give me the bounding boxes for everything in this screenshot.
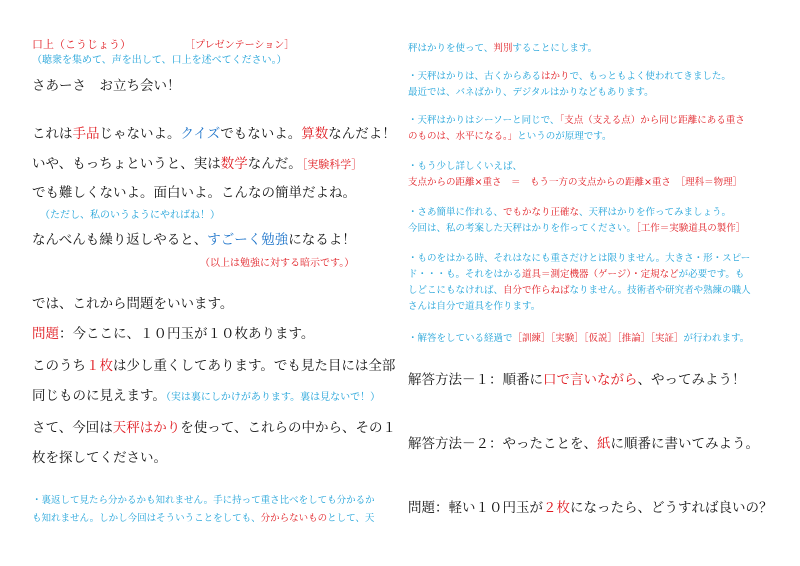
problem-label: 問題 — [32, 326, 59, 342]
r-line-11: ド・・・も。それをはかる道具＝測定機器（ゲージ）・定規などが必要です。も — [408, 269, 745, 280]
keyword-study: すごーく勉強 — [207, 232, 289, 248]
r-line-8: ・さあ簡単に作れる、でもかなり正確な、天秤はかりを作ってみましょう。 — [408, 207, 732, 218]
tag-experimental-science: ［実験科学］ — [301, 158, 363, 171]
tag-craft: ［工作＝実験道具の製作］ — [636, 223, 746, 234]
keyword-accurate: でもかなり正確な — [503, 207, 580, 218]
keyword-paper: 紙 — [597, 436, 611, 452]
r-line-1: 秤はかりを使って、判別することにします。 — [408, 43, 598, 54]
heading-line — [32, 36, 294, 52]
r-line-12: しどこにもなければ、自分で作らねばなりません。技術者や研究者や熟練の職人 — [408, 285, 751, 296]
keyword-gauge: 道具＝測定機器（ゲージ） — [522, 269, 632, 280]
text-line-6: では、これから問題をいいます。 — [32, 296, 234, 312]
method-1: 解答方法－１：順番に口で言いながら、やってみよう！ — [408, 372, 746, 388]
r-line-9: 今回は、私の考案した天秤はかりを作ってください。［工作＝実験道具の製作］ — [408, 223, 746, 234]
section-tag: ［プレゼンテーション］ — [185, 40, 295, 51]
aside-note-2: （以上は勉強に対する暗示です。） — [200, 258, 355, 269]
text-line-1: さあーさ お立ち会い！ — [32, 78, 181, 94]
principle-text-a: 「支点（支える点）から同じ距離にある重さ — [559, 115, 745, 126]
text-line-7: このうち１枚は少し重くしてあります。でも見た目には全部 — [32, 358, 396, 374]
sub-note: （聴衆を集めて、声を出して、口上を述べてください。） — [32, 55, 287, 66]
keyword-quiz: クイズ — [180, 126, 221, 142]
r-line-5: のものは、水平になる。」というのが原理です。 — [408, 131, 612, 142]
r-line-10: ・ものをはかる時、それはなにも重さだけとは限りません。大きさ・形・スピー — [408, 253, 751, 264]
bullet-note-1: ・裏返して見たら分かるかも知れません。手に持って重さ比べをしても分かるか — [32, 495, 375, 506]
keyword-math: 数学 — [220, 156, 248, 172]
keyword-magic: 手品 — [72, 126, 100, 142]
keyword-scale: はかり — [541, 71, 570, 82]
bullet-note-2: も知れません。しかし今回はそういうことをしても、分からないものとして、天 — [32, 513, 375, 524]
keyword-two-coins: ２枚 — [543, 500, 570, 516]
follow-up-problem: 問題：軽い１０円玉が２枚になったら、どうすれば良いの？ — [408, 500, 773, 516]
keyword-say-aloud: 口で言いながら — [543, 372, 638, 388]
text-line-4: でも難しくないよ。面白いよ。こんなの簡単だよね。 — [32, 185, 356, 201]
text-line-10: 枚を探してください。 — [32, 450, 167, 466]
keyword-one-coin: １枚 — [86, 358, 113, 374]
text-line-5: なんべんも繰り返しやると、すごーく勉強になるよ！ — [32, 232, 356, 248]
r-line-3: 最近では、バネばかり、デジタルはかりなどもあります。 — [408, 87, 654, 98]
aside-note-1: （ただし、私のいうようにやればね！） — [40, 210, 220, 221]
r-line-13: さんは自分で道具を作ります。 — [408, 301, 541, 312]
text-line-2: これは手品じゃないよ。クイズでもないよ。算数なんだよ！ — [32, 126, 396, 142]
section-title: 口上（こうじょう） — [32, 38, 131, 51]
keyword-unknowable: 分からないもの — [260, 513, 328, 524]
r-line-2: ・天秤はかりは、古くからあるはかりで、もっともよく使われてきました。 — [408, 71, 731, 82]
r-line-14: ・解答をしている経過で［訓練］［実験］［仮説］［推論］［実証］が行われます。 — [408, 333, 750, 344]
r-line-6: ・もう少し詳しくいえば、 — [408, 161, 523, 172]
r-line-7 — [408, 174, 742, 188]
method-2: 解答方法－２：やったことを、紙に順番に書いてみよう。 — [408, 436, 759, 452]
formula-text: 支点からの距離×重さ ＝ もう一方の支点からの距離×重さ — [408, 177, 671, 188]
keyword-balance: 天秤はかり — [112, 420, 181, 436]
principle-text-b: のものは、水平になる。」 — [408, 131, 518, 142]
text-line-9: さて、今回は天秤はかりを使って、これらの中から、その１ — [32, 420, 396, 436]
tag-physics: ［理科＝物理］ — [670, 177, 743, 188]
keyword-self-make: 自分で作らねば — [503, 285, 570, 296]
keyword-discriminate: 判別 — [493, 43, 513, 54]
problem-line: 問題：今ここに、１０円玉が１０枚あります。 — [32, 326, 315, 342]
text-line-8: 同じものに見えます。（実は裏にしかけがあります。裏は見ないで！） — [32, 388, 381, 404]
text-line-3: いや、もっちょというと、実は数学なんだ。［実験科学］ — [32, 156, 363, 172]
r-line-4: ・天秤はかりはシーソーと同じで、「支点（支える点）から同じ距離にある重さ — [408, 115, 745, 126]
process-tags: ［訓練］［実験］［仮説］［推論］［実証］ — [512, 333, 684, 344]
aside-note-3: （実は裏にしかけがあります。裏は見ないで！） — [165, 392, 381, 403]
keyword-arithmetic: 算数 — [301, 126, 329, 142]
